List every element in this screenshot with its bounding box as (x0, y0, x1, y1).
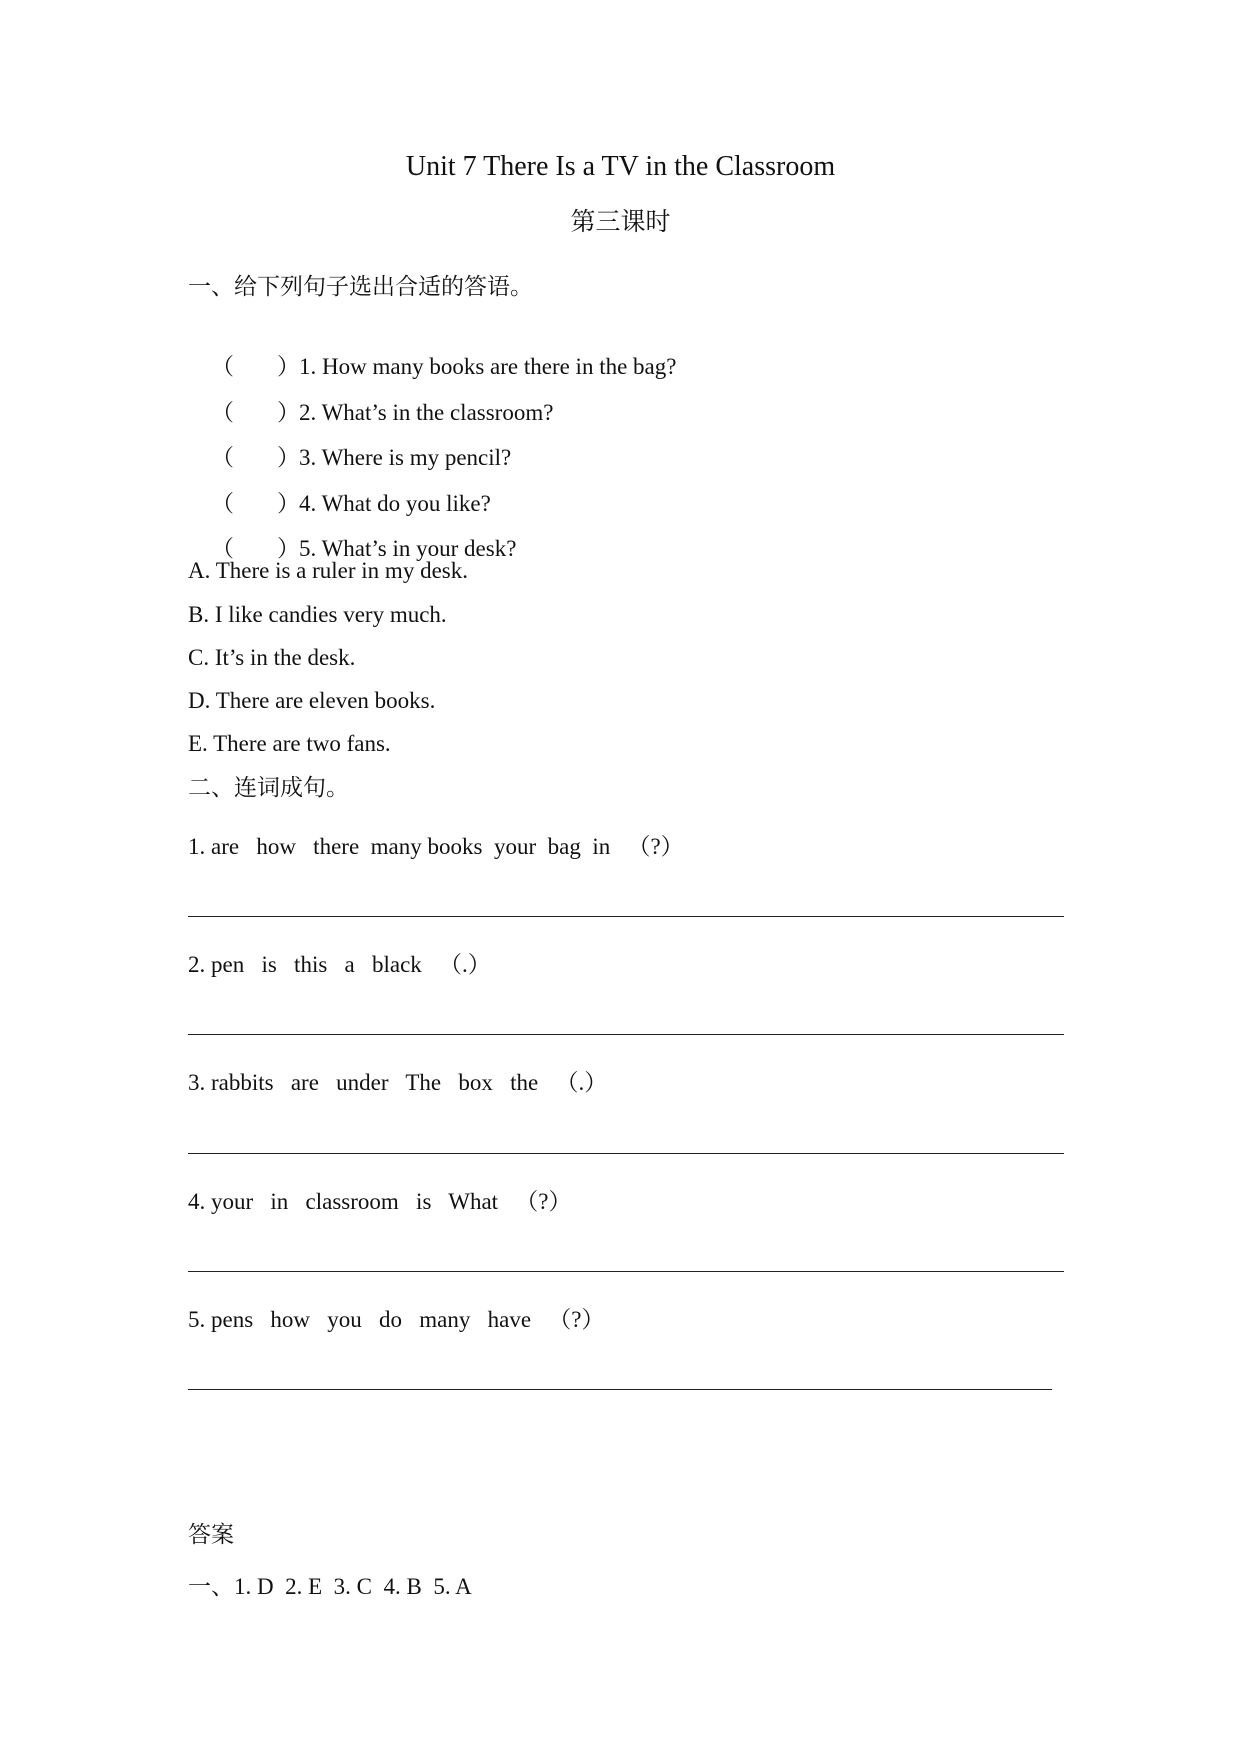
answer-writing-line[interactable] (188, 1153, 1064, 1154)
answer-writing-line[interactable] (188, 1034, 1064, 1035)
question-text: 1. How many books are there in the bag? (299, 354, 677, 379)
blank-open-paren: （ (211, 400, 234, 425)
option-c: C. It’s in the desk. (188, 645, 356, 670)
page-title: Unit 7 There Is a TV in the Classroom (405, 151, 836, 182)
option-d: D. There are eleven books. (188, 688, 436, 713)
option-a: A. There is a ruler in my desk. (188, 558, 468, 583)
question-text: 4. What do you like? (299, 491, 491, 516)
answer-writing-line[interactable] (188, 916, 1064, 917)
question-text: 5. What’s in your desk? (299, 536, 517, 561)
option-b: B. I like candies very much. (188, 602, 447, 627)
scrambled-sentence: 2. pen is this a black （.） (188, 952, 491, 977)
blank-close-paren: ） (277, 491, 300, 516)
blank-close-paren: ） (277, 354, 300, 379)
scrambled-sentence: 5. pens how you do many have （?） (188, 1307, 605, 1332)
answer-writing-line[interactable] (188, 1389, 1052, 1390)
scrambled-sentence: 3. rabbits are under The box the （.） (188, 1070, 608, 1095)
answers-heading: 答案 (188, 1522, 234, 1547)
answers-section1: 一、1. D 2. E 3. C 4. B 5. A (188, 1574, 472, 1599)
question-text: 2. What’s in the classroom? (299, 400, 554, 425)
blank-close-paren: ） (277, 536, 300, 561)
page-subtitle: 第三课时 (570, 209, 671, 236)
answer-writing-line[interactable] (188, 1271, 1064, 1272)
blank-open-paren: （ (211, 354, 234, 379)
blank-close-paren: ） (277, 400, 300, 425)
option-e: E. There are two fans. (188, 731, 391, 756)
section1-heading: 一、给下列句子选出合适的答语。 (188, 274, 533, 299)
blank-close-paren: ） (277, 445, 300, 470)
question-text: 3. Where is my pencil? (299, 445, 512, 470)
blank-open-paren: （ (211, 445, 234, 470)
section2-heading: 二、连词成句。 (188, 775, 349, 800)
scrambled-sentence: 4. your in classroom is What （?） (188, 1189, 572, 1214)
blank-open-paren: （ (211, 536, 234, 561)
scrambled-sentence: 1. are how there many books your bag in （?） (188, 834, 684, 859)
blank-open-paren: （ (211, 491, 234, 516)
